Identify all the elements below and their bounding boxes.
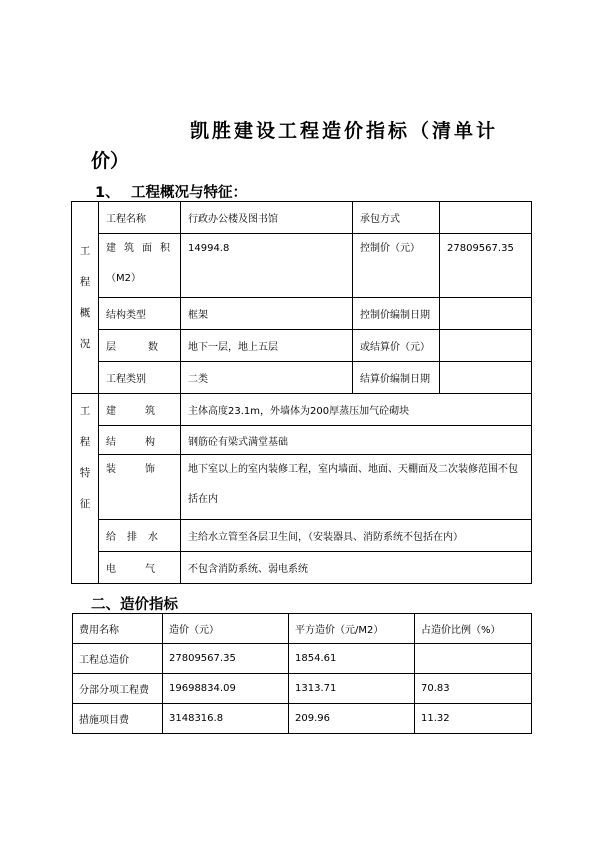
area-unit: （M2） <box>106 273 141 284</box>
feature-structure-value: 钢筋砼有梁式满堂基础 <box>181 426 532 455</box>
floors-value: 地下一层，地上五层 <box>181 330 353 362</box>
feature-label-char: 排 <box>127 532 137 543</box>
section-1-title: 工程概况与特征： <box>131 185 247 201</box>
features-group-char: 工 <box>79 405 91 417</box>
feature-electrical-label <box>99 552 181 584</box>
project-category-value: 二类 <box>181 362 353 394</box>
feature-electrical-value: 不包含消防系统、弱电系统 <box>181 552 532 584</box>
overview-group-char: 况 <box>79 337 91 350</box>
control-price-label: 控制价（元） <box>353 234 440 298</box>
feature-label-char: 气 <box>145 564 155 575</box>
cost-cell: 3148316.8 <box>163 704 289 734</box>
control-price-date-value <box>440 298 532 330</box>
cost-cell: 分部分项工程费 <box>73 674 163 704</box>
feature-label-char: 构 <box>145 436 155 448</box>
project-name-label: 工程名称 <box>99 202 181 234</box>
feature-structure-label <box>99 426 181 455</box>
settlement-date-value <box>440 362 532 394</box>
section-1-heading <box>95 181 247 202</box>
cost-cell: 1854.61 <box>289 644 415 674</box>
feature-label-char: 结 <box>106 436 116 448</box>
structure-type-label: 结构类型 <box>99 298 181 330</box>
structure-type-value: 框架 <box>181 298 353 330</box>
cost-index-table <box>72 613 532 734</box>
overview-table <box>71 201 532 584</box>
features-group-label <box>72 394 99 584</box>
feature-label-char: 饰 <box>145 464 155 475</box>
features-group-char: 征 <box>79 498 91 510</box>
settlement-date-label: 结算价编制日期 <box>353 362 440 394</box>
cost-cell: 工程总造价 <box>73 644 163 674</box>
feature-label-char: 装 <box>106 464 116 475</box>
cost-header-cell: 费用名称 <box>73 614 163 644</box>
area-label-char: 面 <box>142 243 152 254</box>
area-label-char: 建 <box>106 243 116 254</box>
overview-group-char: 概 <box>79 306 91 319</box>
features-group-char: 程 <box>79 436 91 448</box>
cost-cell <box>415 644 532 674</box>
document-title-line-2: 价） <box>91 150 130 172</box>
floors-label-char: 数 <box>148 342 158 353</box>
settlement-price-value <box>440 330 532 362</box>
cost-row <box>73 704 532 734</box>
features-group-char: 特 <box>79 467 91 479</box>
settlement-price-label: 或结算价（元） <box>353 330 440 362</box>
cost-header-cell: 占造价比例（%） <box>415 614 532 644</box>
building-area-label <box>99 234 181 298</box>
cost-row <box>73 644 532 674</box>
area-label-char: 筑 <box>124 243 134 254</box>
cost-header-cell: 造价（元） <box>163 614 289 644</box>
cost-cell: 27809567.35 <box>163 644 289 674</box>
overview-group-char: 程 <box>79 275 91 288</box>
feature-building-value: 主体高度23.1m，外墙体为200厚蒸压加气砼砌块 <box>181 394 532 426</box>
cost-cell: 1313.71 <box>289 674 415 704</box>
floors-label <box>99 330 181 362</box>
overview-group-label <box>72 202 99 394</box>
feature-decoration-label <box>99 455 181 520</box>
building-area-value: 14994.8 <box>181 234 353 298</box>
feature-decoration-value: 地下室以上的室内装修工程，室内墙面、地面、天棚面及二次装修范围不包括在内 <box>181 455 532 520</box>
floors-label-char: 层 <box>106 342 116 353</box>
section-2-heading: 二、造价指标 <box>91 597 178 613</box>
cost-row <box>73 674 532 704</box>
cost-header-cell: 平方造价（元/M2） <box>289 614 415 644</box>
cost-cell: 70.83 <box>415 674 532 704</box>
cost-cell: 措施项目费 <box>73 704 163 734</box>
cost-cell: 209.96 <box>289 704 415 734</box>
section-1-number: 1、 <box>95 185 120 201</box>
control-price-value: 27809567.35 <box>440 234 532 298</box>
feature-label-char: 给 <box>106 532 116 543</box>
control-price-date-label: 控制价编制日期 <box>353 298 440 330</box>
feature-plumbing-value: 主给水立管至各层卫生间，（安装器具、消防系统不包括在内） <box>181 520 532 552</box>
cost-header-row <box>73 614 532 644</box>
feature-label-char: 电 <box>106 564 116 575</box>
feature-label-char: 水 <box>148 532 158 543</box>
area-label-char: 积 <box>160 243 170 254</box>
feature-plumbing-label <box>99 520 181 552</box>
contract-method-label: 承包方式 <box>353 202 440 234</box>
cost-cell: 19698834.09 <box>163 674 289 704</box>
feature-building-label <box>99 394 181 426</box>
feature-label-char: 筑 <box>145 406 155 417</box>
contract-method-value <box>440 202 532 234</box>
project-name-value: 行政办公楼及图书馆 <box>181 202 353 234</box>
overview-group-char: 工 <box>79 244 91 257</box>
project-category-label: 工程类别 <box>99 362 181 394</box>
document-title-line-1: 凯胜建设工程造价指标（清单计 <box>190 120 499 142</box>
feature-label-char: 建 <box>106 406 116 417</box>
cost-cell: 11.32 <box>415 704 532 734</box>
